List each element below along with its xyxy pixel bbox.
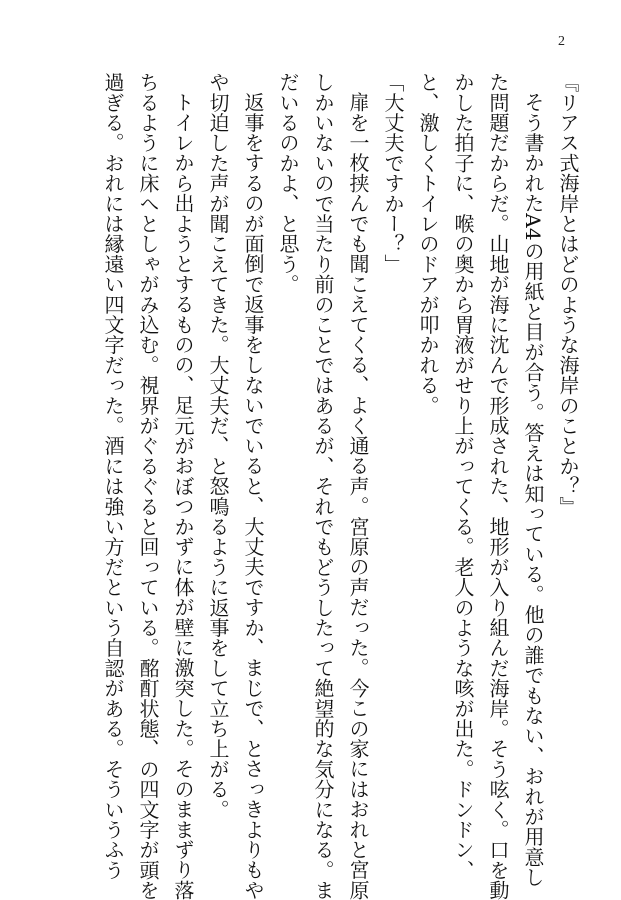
text-line: かした拍子に、喉の奥から胃液がせり上がってくる。老人のような咳が出た。ドンドン、 <box>451 72 475 880</box>
text-line: 返事をするのが面倒で返事をしないでいると、大丈夫ですか、まじで、とさっきよりもや <box>241 92 265 900</box>
text-line: そう書かれたA4の用紙と目が合う。答えは知っている。他の誰でもない、おれが用意し <box>521 92 545 888</box>
text-line-title: 『リアス式海岸とはどのような海岸のことか？』 <box>556 72 580 517</box>
text-line: と、激しくトイレのドアが叩かれる。 <box>416 72 440 416</box>
page-number: 2 <box>558 34 565 49</box>
text-line: や切迫した声が聞こえてきた。大丈夫だ、と怒鳴るように返事をして立ち上がる。 <box>206 72 230 820</box>
vertical-body-text <box>95 72 585 900</box>
text-line: た問題だからだ。山地が海に沈んで形成された、地形が入り組んだ海岸。そう呟く。口を動 <box>486 72 510 900</box>
text-line: しかいないので当たり前のことではあるが、それでもどうしたって絶望的な気分になる。ま <box>311 72 335 900</box>
text-line: ちるように床へとしゃがみ込む。視界がぐるぐると回っている。酩酊状態、の四文字が頭を <box>136 72 160 900</box>
text-line-dialogue: 「大丈夫ですかー？」 <box>381 72 405 274</box>
text-line: だいるのかよ、と思う。 <box>276 72 300 295</box>
text-line: 過ぎる。おれには縁遠い四文字だった。酒には強い方だという自認がある。そういうふう <box>101 72 125 880</box>
text-line: 扉を一枚挟んでも聞こえてくる、よく通る声。宮原の声だった。今この家にはおれと宮原 <box>346 92 370 900</box>
text-line: トイレから出ようとするものの、足元がおぼつかずに体が壁に激突した。そのままずり落 <box>171 92 195 900</box>
